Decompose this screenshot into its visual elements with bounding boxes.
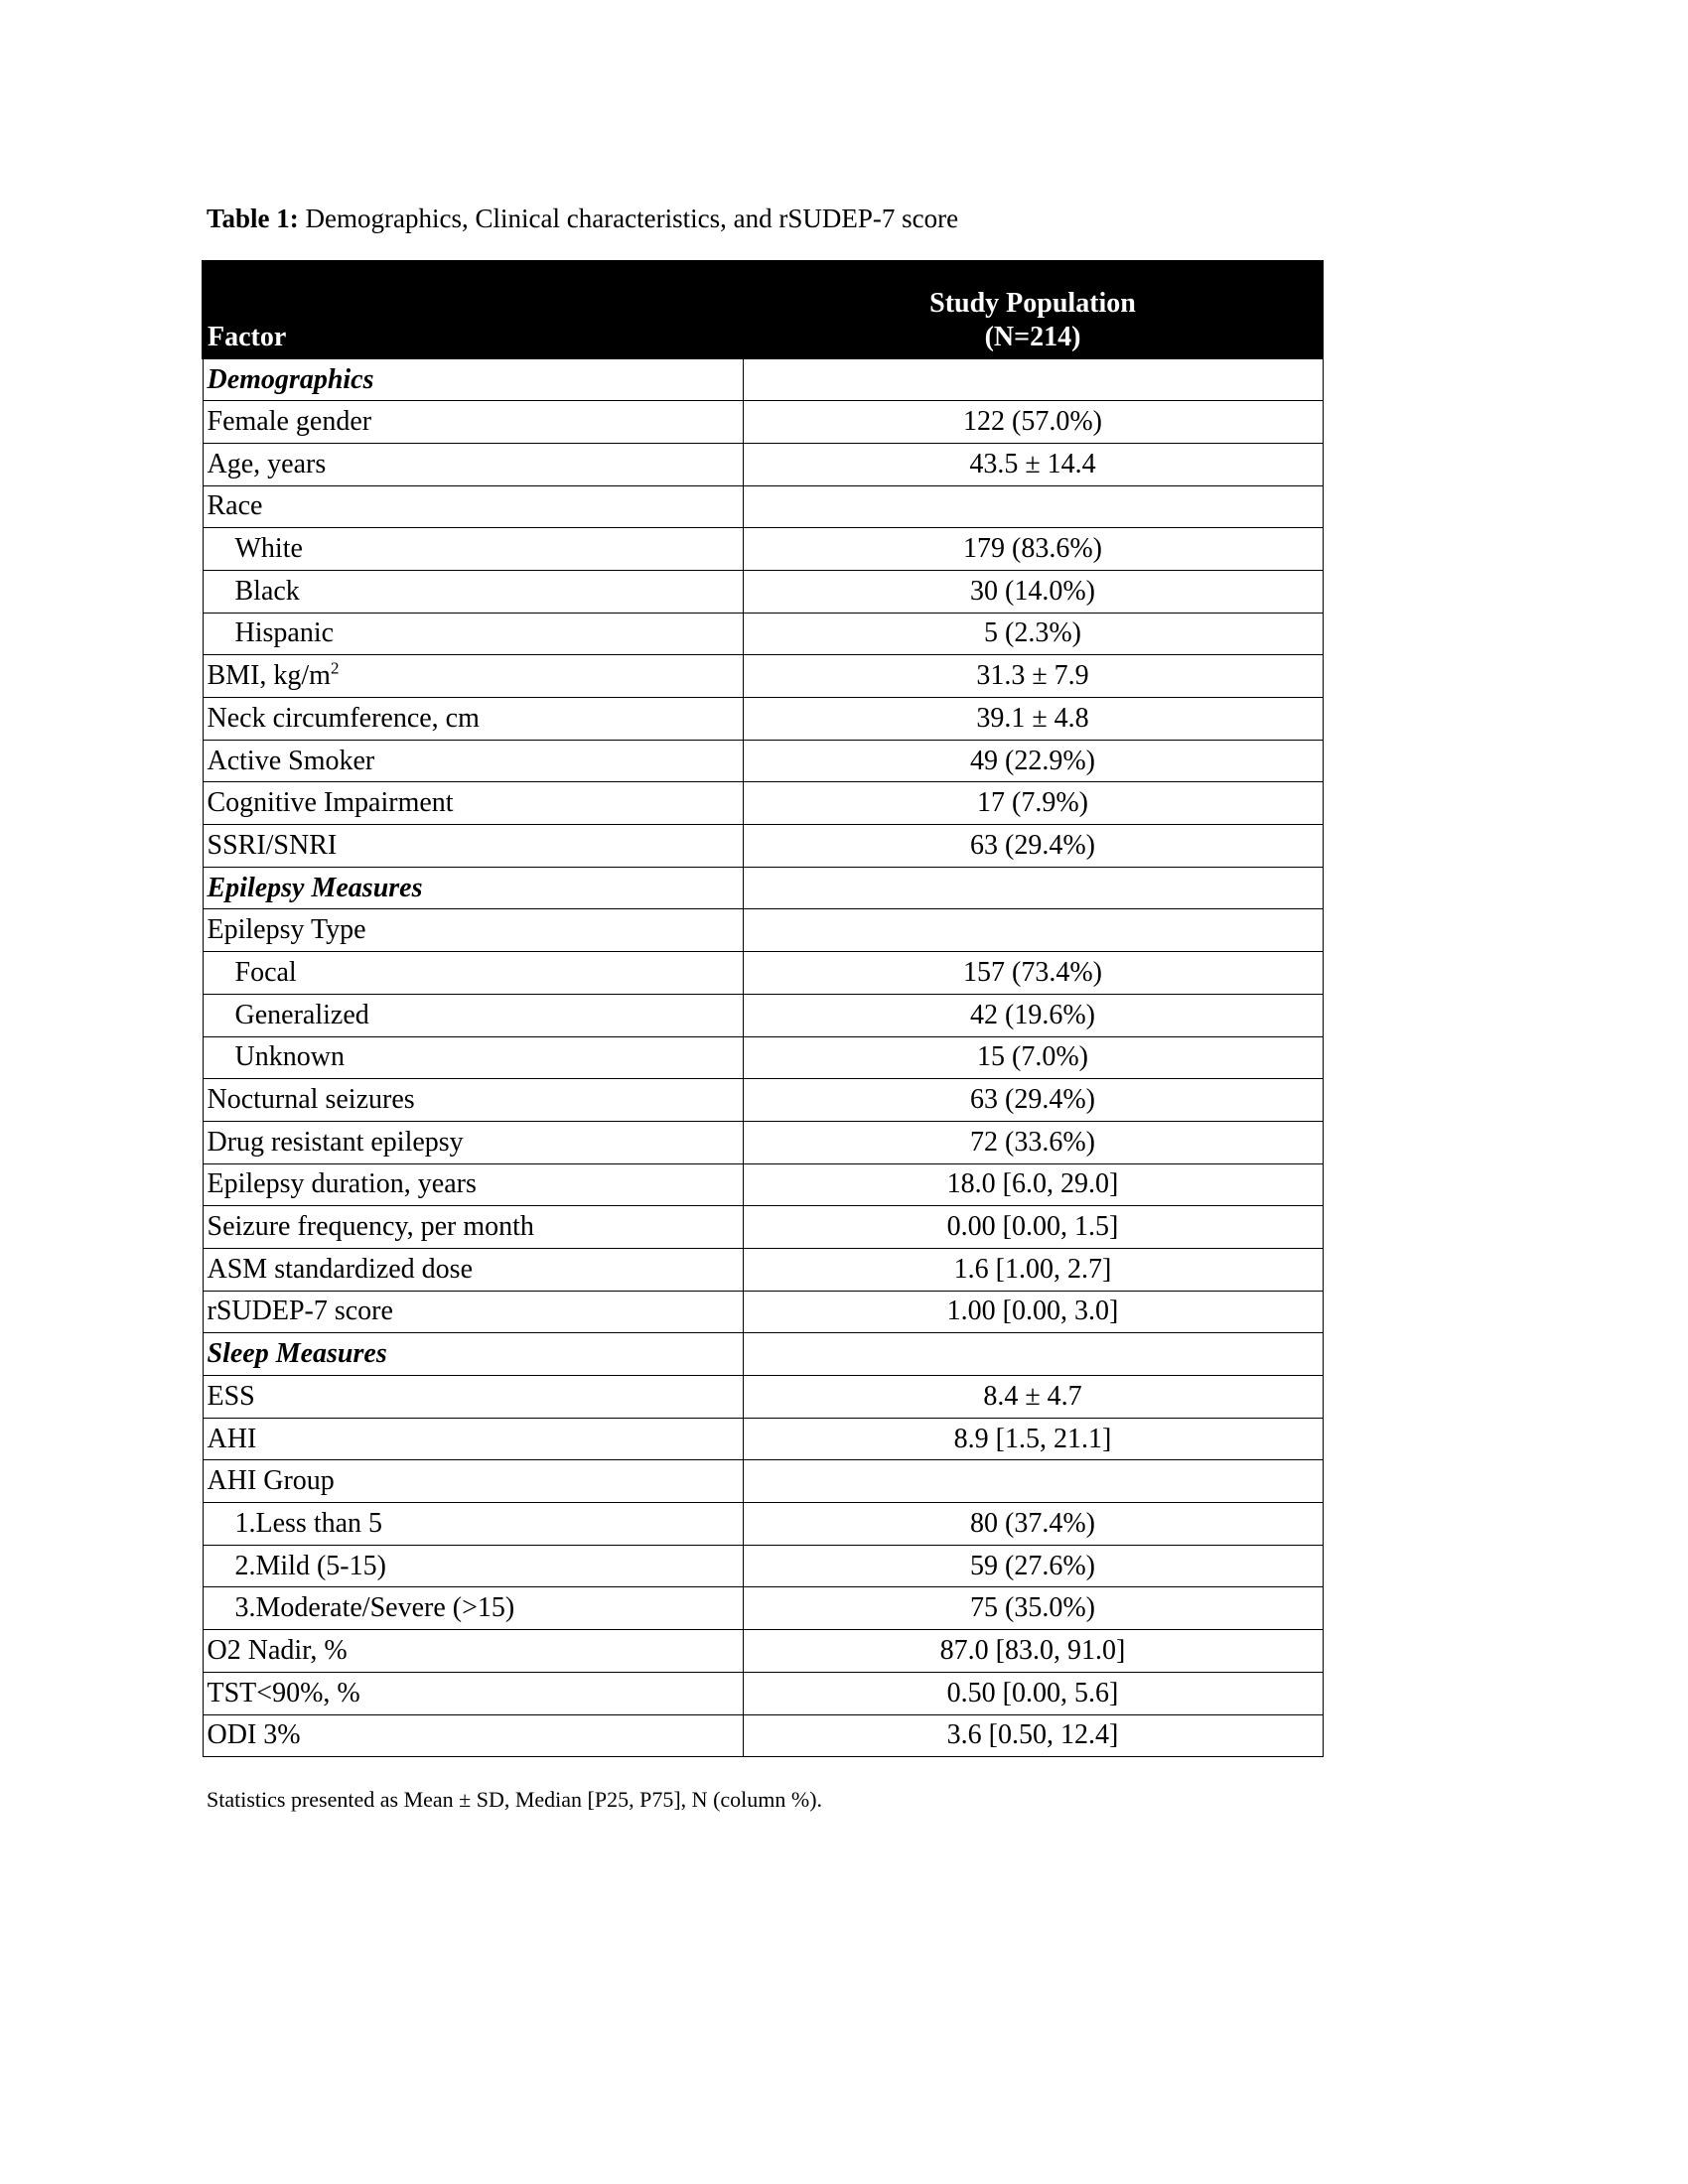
table-row xyxy=(203,698,1323,741)
factor-label: Sleep Measures xyxy=(207,1338,387,1370)
factor-label: Race xyxy=(207,490,263,522)
table-footnote: Statistics presented as Mean ± SD, Median [P25, P75], N (column %). xyxy=(207,1787,823,1812)
factor-label: Focal xyxy=(234,956,297,988)
table-row xyxy=(203,782,1323,825)
value-cell: 87.0 [83.0, 91.0] xyxy=(743,1630,1323,1673)
value-cell: 49 (22.9%) xyxy=(743,740,1323,782)
factor-label: Epilepsy duration, years xyxy=(207,1168,477,1200)
factor-cell xyxy=(203,570,743,613)
table-row xyxy=(203,825,1323,868)
value-cell: 43.5 ± 14.4 xyxy=(743,443,1323,485)
factor-cell xyxy=(203,1630,743,1673)
factor-label: SSRI/SNRI xyxy=(207,829,338,861)
section-label xyxy=(203,358,743,401)
factor-cell xyxy=(203,1079,743,1122)
factor-cell xyxy=(203,1545,743,1587)
value-cell: 17 (7.9%) xyxy=(743,782,1323,825)
value-cell: 0.00 [0.00, 1.5] xyxy=(743,1206,1323,1249)
factor-cell xyxy=(203,782,743,825)
factor-label: Neck circumference, cm xyxy=(207,702,480,734)
section-label xyxy=(203,1333,743,1376)
value-cell: 72 (33.6%) xyxy=(743,1121,1323,1163)
factor-cell xyxy=(203,1291,743,1333)
factor-label: ASM standardized dose xyxy=(207,1253,474,1285)
factor-label: White xyxy=(234,533,303,565)
value-cell: 1.00 [0.00, 3.0] xyxy=(743,1291,1323,1333)
factor-superscript: 2 xyxy=(330,658,340,678)
table-row xyxy=(203,1714,1323,1757)
value-cell: 1.6 [1.00, 2.7] xyxy=(743,1248,1323,1291)
value-cell xyxy=(743,358,1323,401)
factor-label: BMI, kg/m xyxy=(207,660,331,692)
factor-label: TST<90%, % xyxy=(207,1677,360,1708)
value-cell: 75 (35.0%) xyxy=(743,1587,1323,1630)
table-row xyxy=(203,952,1323,995)
value-cell: 179 (83.6%) xyxy=(743,528,1323,571)
table-row xyxy=(203,1121,1323,1163)
factor-label: Nocturnal seizures xyxy=(207,1084,415,1116)
section-row xyxy=(203,867,1323,909)
factor-cell xyxy=(203,485,743,528)
header-study-population xyxy=(743,261,1323,358)
factor-cell xyxy=(203,613,743,655)
table-row xyxy=(203,1460,1323,1503)
value-cell: 8.4 ± 4.7 xyxy=(743,1376,1323,1419)
value-cell: 122 (57.0%) xyxy=(743,401,1323,444)
value-cell: 63 (29.4%) xyxy=(743,1079,1323,1122)
value-cell: 31.3 ± 7.9 xyxy=(743,655,1323,698)
table-row xyxy=(203,485,1323,528)
factor-cell xyxy=(203,1503,743,1546)
factor-label: Black xyxy=(234,575,300,607)
factor-cell xyxy=(203,1036,743,1079)
value-cell: 30 (14.0%) xyxy=(743,570,1323,613)
value-cell: 18.0 [6.0, 29.0] xyxy=(743,1163,1323,1206)
value-cell xyxy=(743,909,1323,952)
factor-label: Female gender xyxy=(207,406,372,438)
table-header xyxy=(203,261,1323,358)
table-row xyxy=(203,655,1323,698)
value-cell: 59 (27.6%) xyxy=(743,1545,1323,1587)
factor-cell xyxy=(203,1121,743,1163)
factor-label: 2.Mild (5-15) xyxy=(234,1550,386,1581)
value-cell: 8.9 [1.5, 21.1] xyxy=(743,1418,1323,1460)
factor-cell xyxy=(203,994,743,1036)
table-row xyxy=(203,1079,1323,1122)
factor-cell xyxy=(203,1206,743,1249)
factor-label: Demographics xyxy=(207,363,374,395)
table-row xyxy=(203,613,1323,655)
factor-label: 3.Moderate/Severe (>15) xyxy=(234,1592,515,1624)
table-row xyxy=(203,1291,1323,1333)
value-cell xyxy=(743,485,1323,528)
value-cell: 63 (29.4%) xyxy=(743,825,1323,868)
factor-cell xyxy=(203,655,743,698)
table-row xyxy=(203,740,1323,782)
factor-label: Epilepsy Type xyxy=(207,914,366,946)
table-row xyxy=(203,401,1323,444)
factor-cell xyxy=(203,1248,743,1291)
table-row xyxy=(203,1163,1323,1206)
factor-cell xyxy=(203,1163,743,1206)
section-row xyxy=(203,1333,1323,1376)
factor-label: rSUDEP-7 score xyxy=(207,1296,393,1327)
factor-cell xyxy=(203,698,743,741)
factor-cell xyxy=(203,909,743,952)
value-cell: 0.50 [0.00, 5.6] xyxy=(743,1672,1323,1714)
factor-label: Unknown xyxy=(234,1041,345,1073)
table-row xyxy=(203,1206,1323,1249)
table-row xyxy=(203,443,1323,485)
factor-label: Epilepsy Measures xyxy=(207,872,423,903)
factor-label: Generalized xyxy=(234,999,369,1030)
table-row xyxy=(203,1630,1323,1673)
caption-label: Table 1: xyxy=(207,204,299,233)
value-cell: 80 (37.4%) xyxy=(743,1503,1323,1546)
value-cell: 5 (2.3%) xyxy=(743,613,1323,655)
factor-label: Age, years xyxy=(207,448,327,479)
table-row xyxy=(203,909,1323,952)
table-row xyxy=(203,1418,1323,1460)
header-study-line2: (N=214) xyxy=(984,322,1081,352)
factor-cell xyxy=(203,443,743,485)
factor-label: AHI xyxy=(207,1423,257,1454)
factor-label: Active Smoker xyxy=(207,745,375,776)
factor-cell xyxy=(203,740,743,782)
table-row xyxy=(203,1248,1323,1291)
table-row xyxy=(203,1036,1323,1079)
value-cell: 157 (73.4%) xyxy=(743,952,1323,995)
section-label xyxy=(203,867,743,909)
value-cell xyxy=(743,1460,1323,1503)
table-row xyxy=(203,1672,1323,1714)
factor-cell xyxy=(203,1460,743,1503)
factor-cell xyxy=(203,952,743,995)
value-cell: 15 (7.0%) xyxy=(743,1036,1323,1079)
caption-text: Demographics, Clinical characteristics, and rSUDEP-7 score xyxy=(298,204,959,233)
table-body xyxy=(203,358,1323,1757)
factor-label: Hispanic xyxy=(234,617,335,649)
factor-label: 1.Less than 5 xyxy=(234,1507,383,1539)
factor-label: Seizure frequency, per month xyxy=(207,1211,534,1243)
factor-label: ODI 3% xyxy=(207,1719,301,1751)
data-table xyxy=(202,260,1324,1757)
factor-label: ESS xyxy=(207,1380,255,1412)
factor-cell xyxy=(203,1418,743,1460)
table-row xyxy=(203,1503,1323,1546)
section-row xyxy=(203,358,1323,401)
factor-cell xyxy=(203,825,743,868)
value-cell xyxy=(743,867,1323,909)
factor-cell xyxy=(203,401,743,444)
factor-label: O2 Nadir, % xyxy=(207,1634,348,1666)
table-row xyxy=(203,570,1323,613)
value-cell: 39.1 ± 4.8 xyxy=(743,698,1323,741)
factor-cell xyxy=(203,1714,743,1757)
table-row xyxy=(203,528,1323,571)
value-cell: 3.6 [0.50, 12.4] xyxy=(743,1714,1323,1757)
table-caption xyxy=(207,202,958,235)
factor-cell xyxy=(203,1672,743,1714)
table-row xyxy=(203,1587,1323,1630)
value-cell: 42 (19.6%) xyxy=(743,994,1323,1036)
factor-label: AHI Group xyxy=(207,1465,335,1497)
header-factor: Factor xyxy=(203,261,743,358)
header-study-line1: Study Population xyxy=(929,288,1136,319)
table-row xyxy=(203,1376,1323,1419)
header-row xyxy=(203,261,1323,358)
factor-cell xyxy=(203,1587,743,1630)
value-cell xyxy=(743,1333,1323,1376)
table-row xyxy=(203,1545,1323,1587)
factor-cell xyxy=(203,1376,743,1419)
table-row xyxy=(203,994,1323,1036)
factor-label: Cognitive Impairment xyxy=(207,787,454,819)
factor-cell xyxy=(203,528,743,571)
factor-label: Drug resistant epilepsy xyxy=(207,1126,464,1158)
